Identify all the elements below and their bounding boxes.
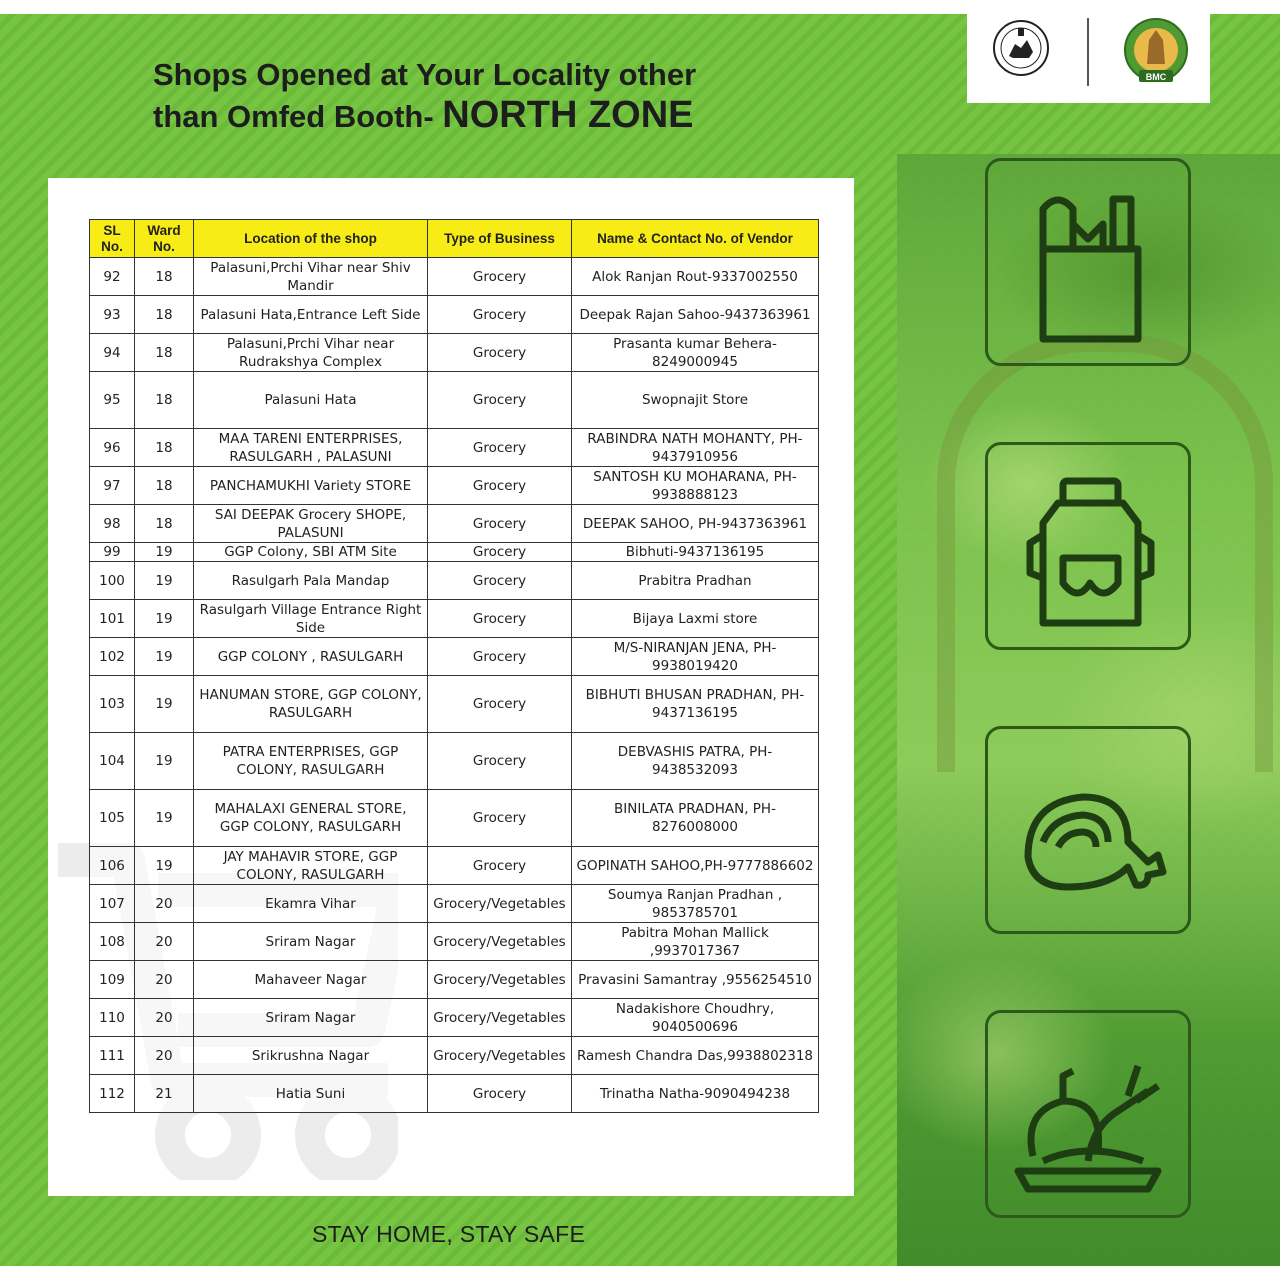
vendor-cell: Swopnajit Store	[572, 372, 819, 429]
location-cell: Rasulgarh Village Entrance Right Side	[194, 600, 428, 638]
sl-cell: 109	[90, 961, 135, 999]
ward-cell: 18	[135, 296, 194, 334]
location-cell: Srikrushna Nagar	[194, 1037, 428, 1075]
page-title	[153, 55, 793, 137]
meat-icon	[1008, 747, 1168, 913]
ward-cell: 21	[135, 1075, 194, 1113]
table-row	[90, 1037, 819, 1075]
table-row	[90, 258, 819, 296]
vendor-cell: SANTOSH KU MOHARANA, PH-9938888123	[572, 467, 819, 505]
business-type-cell: Grocery/Vegetables	[428, 961, 572, 999]
header-type: Type of Business	[428, 220, 572, 258]
vendor-cell: Bijaya Laxmi store	[572, 600, 819, 638]
vendor-cell: DEEPAK SAHOO, PH-9437363961	[572, 505, 819, 543]
ward-cell: 19	[135, 847, 194, 885]
ward-cell: 18	[135, 372, 194, 429]
location-cell: Palasuni,Prchi Vihar near Shiv Mandir	[194, 258, 428, 296]
business-type-cell: Grocery	[428, 1075, 572, 1113]
table-row	[90, 885, 819, 923]
ward-cell: 20	[135, 885, 194, 923]
sl-cell: 102	[90, 638, 135, 676]
table-row	[90, 790, 819, 847]
table-row	[90, 600, 819, 638]
business-type-cell: Grocery	[428, 372, 572, 429]
ward-cell: 18	[135, 334, 194, 372]
location-cell: HANUMAN STORE, GGP COLONY, RASULGARH	[194, 676, 428, 733]
title-line-2-text: than Omfed Booth-	[153, 99, 443, 134]
table-row	[90, 1075, 819, 1113]
ward-cell: 19	[135, 790, 194, 847]
bmc-logo	[1119, 16, 1193, 88]
business-type-cell: Grocery	[428, 600, 572, 638]
location-cell: Palasuni Hata,Entrance Left Side	[194, 296, 428, 334]
zone-name: NORTH ZONE	[442, 94, 694, 136]
vendor-cell: DEBVASHIS PATRA, PH-9438532093	[572, 733, 819, 790]
table-row	[90, 847, 819, 885]
location-cell: Mahaveer Nagar	[194, 961, 428, 999]
location-cell: MAHALAXI GENERAL STORE, GGP COLONY, RASULGARH	[194, 790, 428, 847]
header-vendor: Name & Contact No. of Vendor	[572, 220, 819, 258]
sl-cell: 98	[90, 505, 135, 543]
milk-can-card	[985, 442, 1191, 650]
ward-cell: 19	[135, 543, 194, 562]
table-row	[90, 372, 819, 429]
business-type-cell: Grocery	[428, 467, 572, 505]
ward-cell: 20	[135, 1037, 194, 1075]
business-type-cell: Grocery	[428, 296, 572, 334]
location-cell: Palasuni Hata	[194, 372, 428, 429]
ward-cell: 19	[135, 733, 194, 790]
business-type-cell: Grocery/Vegetables	[428, 923, 572, 961]
vendor-cell: Alok Ranjan Rout-9337002550	[572, 258, 819, 296]
sl-cell: 104	[90, 733, 135, 790]
location-cell: JAY MAHAVIR STORE, GGP COLONY, RASULGARH	[194, 847, 428, 885]
location-cell: Sriram Nagar	[194, 999, 428, 1037]
grocery-bag-icon	[1008, 179, 1168, 345]
title-line-2	[153, 95, 793, 137]
milk-can-icon	[1008, 463, 1168, 629]
ward-cell: 20	[135, 999, 194, 1037]
sl-cell: 105	[90, 790, 135, 847]
ward-cell: 18	[135, 258, 194, 296]
ward-cell: 20	[135, 961, 194, 999]
ward-cell: 20	[135, 923, 194, 961]
table-row	[90, 429, 819, 467]
table-row	[90, 334, 819, 372]
vendor-cell: BINILATA PRADHAN, PH-8276008000	[572, 790, 819, 847]
location-cell: Hatia Suni	[194, 1075, 428, 1113]
table-header-row	[90, 220, 819, 258]
vendor-cell: M/S-NIRANJAN JENA, PH-9938019420	[572, 638, 819, 676]
sl-cell: 101	[90, 600, 135, 638]
ward-cell: 19	[135, 638, 194, 676]
business-type-cell: Grocery	[428, 638, 572, 676]
vendor-cell: GOPINATH SAHOO,PH-9777886602	[572, 847, 819, 885]
sl-cell: 97	[90, 467, 135, 505]
header-sl: SL No.	[90, 220, 135, 258]
vegetables-icon	[1008, 1031, 1168, 1197]
sl-cell: 106	[90, 847, 135, 885]
sl-cell: 94	[90, 334, 135, 372]
location-cell: Sriram Nagar	[194, 923, 428, 961]
business-type-cell: Grocery	[428, 505, 572, 543]
sl-cell: 96	[90, 429, 135, 467]
table-row	[90, 505, 819, 543]
ward-cell: 18	[135, 505, 194, 543]
sl-cell: 110	[90, 999, 135, 1037]
business-type-cell: Grocery	[428, 847, 572, 885]
business-type-cell: Grocery	[428, 676, 572, 733]
sl-cell: 95	[90, 372, 135, 429]
footer-slogan: STAY HOME, STAY SAFE	[312, 1221, 586, 1247]
odisha-emblem-logo	[991, 18, 1051, 78]
sl-cell: 108	[90, 923, 135, 961]
table-row	[90, 733, 819, 790]
header-location: Location of the shop	[194, 220, 428, 258]
ward-cell: 18	[135, 429, 194, 467]
table-row	[90, 961, 819, 999]
vendor-cell: RABINDRA NATH MOHANTY, PH-9437910956	[572, 429, 819, 467]
logo-divider	[1087, 18, 1089, 86]
location-cell: PATRA ENTERPRISES, GGP COLONY, RASULGARH	[194, 733, 428, 790]
vendor-cell: Pabitra Mohan Mallick ,9937017367	[572, 923, 819, 961]
vendor-cell: Pravasini Samantray ,9556254510	[572, 961, 819, 999]
business-type-cell: Grocery	[428, 258, 572, 296]
ward-cell: 19	[135, 600, 194, 638]
location-cell: Ekamra Vihar	[194, 885, 428, 923]
location-cell: Rasulgarh Pala Mandap	[194, 562, 428, 600]
ward-cell: 19	[135, 562, 194, 600]
vendor-cell: Ramesh Chandra Das,9938802318	[572, 1037, 819, 1075]
svg-text:BMC: BMC	[1145, 72, 1167, 82]
meat-card	[985, 726, 1191, 934]
vendor-cell: Nadakishore Choudhry, 9040500696	[572, 999, 819, 1037]
sl-cell: 107	[90, 885, 135, 923]
vendor-cell: Bibhuti-9437136195	[572, 543, 819, 562]
vendor-cell: Trinatha Natha-9090494238	[572, 1075, 819, 1113]
business-type-cell: Grocery	[428, 543, 572, 562]
shops-table	[89, 219, 819, 1113]
business-type-cell: Grocery	[428, 562, 572, 600]
sl-cell: 111	[90, 1037, 135, 1075]
vendor-cell: Prabitra Pradhan	[572, 562, 819, 600]
business-type-cell: Grocery/Vegetables	[428, 999, 572, 1037]
vendor-cell: Soumya Ranjan Pradhan , 9853785701	[572, 885, 819, 923]
vegetables-card	[985, 1010, 1191, 1218]
table-row	[90, 676, 819, 733]
location-cell: SAI DEEPAK Grocery SHOPE, PALASUNI	[194, 505, 428, 543]
ward-cell: 19	[135, 676, 194, 733]
table-row	[90, 543, 819, 562]
vendor-cell: Deepak Rajan Sahoo-9437363961	[572, 296, 819, 334]
sl-cell: 99	[90, 543, 135, 562]
location-cell: PANCHAMUKHI Variety STORE	[194, 467, 428, 505]
table-row	[90, 638, 819, 676]
header-ward: Ward No.	[135, 220, 194, 258]
location-cell: GGP Colony, SBI ATM Site	[194, 543, 428, 562]
vendor-cell: Prasanta kumar Behera-8249000945	[572, 334, 819, 372]
location-cell: MAA TARENI ENTERPRISES, RASULGARH , PALASUNI	[194, 429, 428, 467]
business-type-cell: Grocery	[428, 429, 572, 467]
logo-strip	[967, 14, 1210, 103]
location-cell: Palasuni,Prchi Vihar near Rudrakshya Complex	[194, 334, 428, 372]
sl-cell: 93	[90, 296, 135, 334]
sl-cell: 92	[90, 258, 135, 296]
business-type-cell: Grocery	[428, 733, 572, 790]
business-type-cell: Grocery/Vegetables	[428, 1037, 572, 1075]
business-type-cell: Grocery	[428, 790, 572, 847]
table-row	[90, 467, 819, 505]
business-type-cell: Grocery/Vegetables	[428, 885, 572, 923]
vendor-cell: BIBHUTI BHUSAN PRADHAN, PH-9437136195	[572, 676, 819, 733]
sl-cell: 112	[90, 1075, 135, 1113]
business-type-cell: Grocery	[428, 334, 572, 372]
table-row	[90, 296, 819, 334]
grocery-bag-card	[985, 158, 1191, 366]
ward-cell: 18	[135, 467, 194, 505]
sl-cell: 103	[90, 676, 135, 733]
table-row	[90, 923, 819, 961]
table-row	[90, 562, 819, 600]
table-row	[90, 999, 819, 1037]
sl-cell: 100	[90, 562, 135, 600]
location-cell: GGP COLONY , RASULGARH	[194, 638, 428, 676]
title-line-1: Shops Opened at Your Locality other	[153, 57, 697, 92]
